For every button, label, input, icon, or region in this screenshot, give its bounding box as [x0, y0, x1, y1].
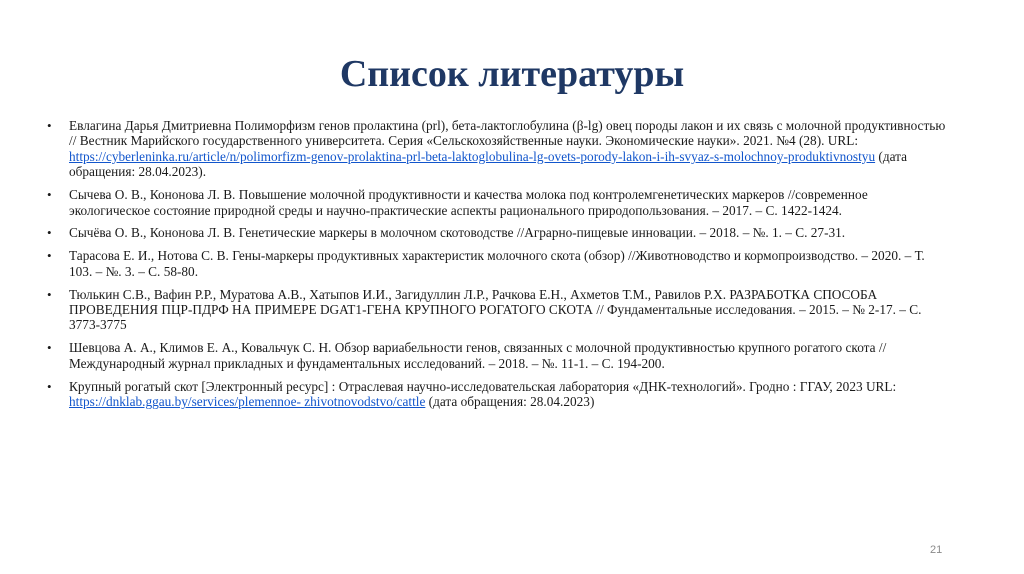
reference-item [47, 248, 947, 279]
page-number: 21 [930, 544, 943, 556]
reference-link[interactable]: https://cyberleninka.ru/article/n/polimorfizm-genov-prolaktina-prl-beta-laktoglobulina-lg-ovets-porody-lakon-i-ih-svyaz-s-molochnoy-produktivnostyu [69, 148, 876, 164]
bullet-icon: • [47, 248, 52, 264]
bullet-icon: • [47, 378, 52, 394]
bullet-icon: • [47, 340, 52, 356]
reference-item [47, 225, 947, 240]
reference-text: Сычёва О. В., Кононова Л. В. Генетические маркеры в молочном скотоводстве //Аграрно-пищевые инновации. – 2018. – №. 1. – С. 27-31. [69, 225, 846, 241]
reference-item [47, 187, 947, 218]
reference-text: Сычева О. В., Кононова Л. В. Повышение молочной продуктивности и качества молока под контролемгенетических маркеров //современное экологическое состояние природной среды и научно-практические аспекты рационального природопользования. – 2017. – С. 1422-1424. [69, 187, 868, 218]
bullet-icon: • [47, 118, 52, 133]
reference-item [47, 118, 947, 180]
reference-text: Евлагина Дарья Дмитриевна Полиморфизм генов пролактина (prl), бета-лактоглобулина (β-lg) овец породы лакон и их связь с молочной продуктивностью // Вестник Марийского государственного университета. Серия «Сельскохозяйственные науки. Экономические науки». 2021. №4 (28). URL: [69, 118, 946, 149]
reference-item [47, 379, 947, 410]
bullet-icon: • [47, 187, 52, 203]
reference-access-date: (дата обращения: 28.04.2023) [425, 394, 595, 410]
reference-item [47, 287, 947, 333]
reference-text: Шевцова А. А., Климов Е. А., Ковальчук С. Н. Обзор вариабельности генов, связанных с молочной продуктивностью крупного рогатого скота //Международный журнал прикладных и фундаментальных исследований. – 2018. – №. 11-1. – С. 194-200. [69, 340, 887, 371]
bullet-icon: • [47, 225, 52, 241]
slide-title: Список литературы [339, 53, 685, 95]
reference-item [47, 340, 947, 371]
reference-text: Тарасова Е. И., Нотова С. В. Гены-маркеры продуктивных характеристик молочного скота (обзор) //Животноводство и кормопроизводство. – 2020. – Т. 103. – №. 3. – С. 58-80. [69, 248, 925, 279]
reference-access-date: (дата обращения: 28.04.2023). [69, 148, 908, 180]
reference-text: Крупный рогатый скот [Электронный ресурс] : Отраслевая научно-исследовательская лаборатория «ДНК-технологий». Гродно : ГГАУ, 2023 URL: [69, 378, 897, 394]
reference-link[interactable]: https://dnklab.ggau.by/services/plemennoe- zhivotnovodstvo/cattle [69, 394, 426, 410]
reference-text: Тюлькин С.В., Вафин Р.Р., Муратова А.В., Хатыпов И.И., Загидуллин Л.Р., Рачкова Е.Н., Ахметов Т.М., Равилов Р.Х. РАЗРАБОТКА СПОСОБА ПРОВЕДЕНИЯ ПЦР-ПДРФ НА ПРИМЕРЕ DGAT1-ГЕНА КРУПНОГО РОГАТОГО СКОТА // Фундаментальные исследования. – 2015. – № 2-17. – С. 3773-3775 [69, 286, 922, 333]
reference-list [47, 118, 947, 417]
bullet-icon: • [47, 286, 52, 302]
